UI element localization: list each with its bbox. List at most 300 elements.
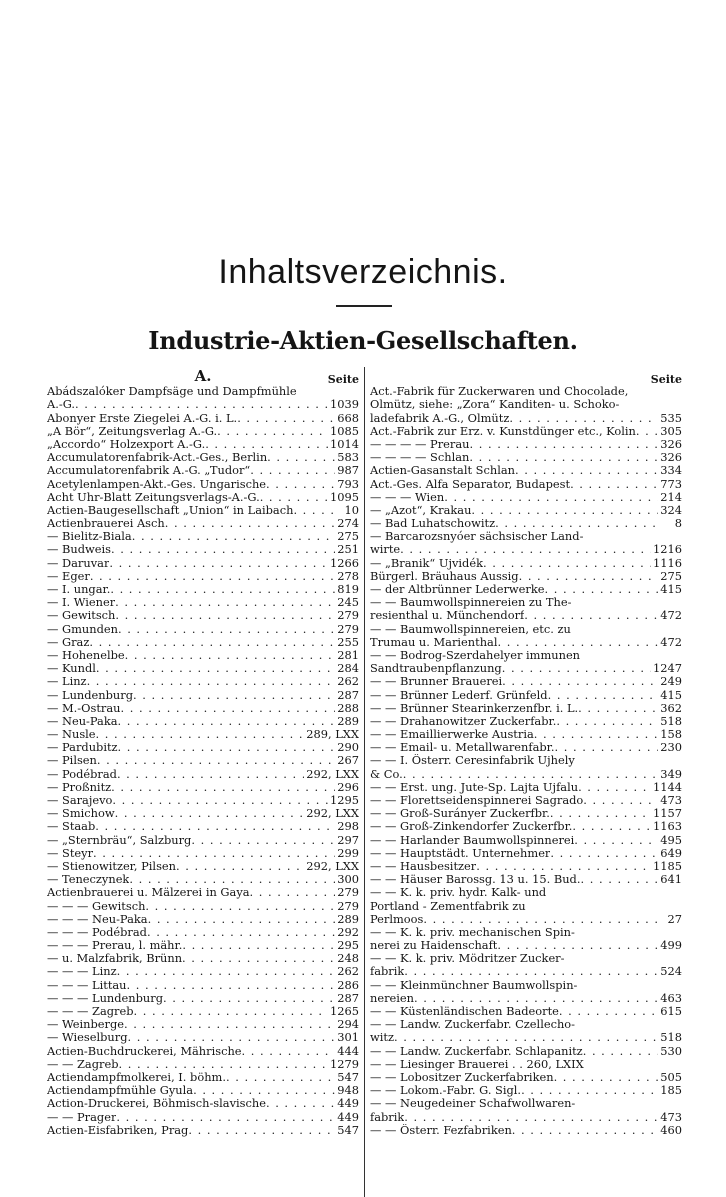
dot-leader xyxy=(188,1124,335,1137)
right-column-header xyxy=(370,372,682,385)
toc-entry xyxy=(370,834,682,847)
toc-entry xyxy=(370,438,682,451)
entry-text: Abádszalóker Dampfsäge und Dampfmühle xyxy=(47,385,297,399)
entry-text: — — — Linz xyxy=(47,965,117,979)
entry-page: 278 xyxy=(337,569,359,583)
dot-leader xyxy=(580,873,658,886)
dot-leader xyxy=(519,570,658,583)
entry-text: — — Häuser Barossg. 13 u. 15. Bud. xyxy=(370,873,581,887)
toc-entry xyxy=(47,913,359,926)
toc-entry xyxy=(370,675,682,688)
entry-page: 248 xyxy=(337,952,359,966)
entry-page: 279 xyxy=(337,622,359,636)
dot-leader xyxy=(559,1005,658,1018)
entry-page: 294 xyxy=(337,1018,359,1032)
entry-page: 518 xyxy=(660,1031,682,1045)
entry-page xyxy=(658,530,682,543)
entry-page: 292, LXX xyxy=(306,767,359,781)
entry-text: Abonyer Erste Ziegelei A.-G. i. L. xyxy=(47,411,238,425)
entry-page: 641 xyxy=(660,873,682,887)
dot-leader xyxy=(115,609,335,622)
toc-entry xyxy=(47,992,359,1005)
entry-page: 1163 xyxy=(653,820,682,834)
toc-entry xyxy=(47,398,359,411)
toc-entry xyxy=(47,1045,359,1058)
entry-text: — — — Prerau, l. mähr. xyxy=(47,939,183,953)
entry-page xyxy=(658,979,682,992)
entry-page: 530 xyxy=(660,1044,682,1058)
dot-leader xyxy=(423,913,658,926)
dot-leader xyxy=(580,649,658,662)
entry-page: 275 xyxy=(660,569,682,583)
dot-leader xyxy=(115,596,335,609)
toc-entry xyxy=(370,886,682,899)
dot-leader xyxy=(575,1097,658,1110)
dot-leader xyxy=(165,517,335,530)
entry-text: — — Erst. ung. Jute-Sp. Lajta Ujfalu xyxy=(370,780,579,794)
entry-page: 305 xyxy=(660,424,682,438)
entry-page: 326 xyxy=(660,451,682,465)
dot-leader xyxy=(128,1031,336,1044)
entry-text: fabrik xyxy=(370,1110,405,1124)
dot-leader xyxy=(404,1111,658,1124)
dot-leader xyxy=(90,570,335,583)
toc-entry xyxy=(47,886,359,899)
entry-page: 948 xyxy=(337,1084,359,1098)
toc-entry xyxy=(47,834,359,847)
entry-text: Actien-Baugesellschaft „Union“ in Laibach xyxy=(47,503,294,517)
entry-text: — I. Wiener xyxy=(47,596,116,610)
entry-text: Perlmoos xyxy=(370,912,424,926)
entry-page xyxy=(658,1097,682,1110)
dot-leader xyxy=(574,834,658,847)
toc-entry xyxy=(370,754,682,767)
toc-entry xyxy=(47,478,359,491)
dot-leader xyxy=(182,952,335,965)
dot-leader xyxy=(118,623,335,636)
toc-entry xyxy=(47,385,359,398)
dot-leader xyxy=(550,847,658,860)
dot-leader xyxy=(404,965,658,978)
toc-entry xyxy=(47,873,359,886)
toc-entry xyxy=(370,1031,682,1044)
entry-page: 245 xyxy=(337,596,359,610)
entry-text: nereien xyxy=(370,991,414,1005)
toc-entry xyxy=(47,847,359,860)
entry-text: — — Lokom.-Fabr. G. Sigl. xyxy=(370,1084,522,1098)
entry-page: 287 xyxy=(337,991,359,1005)
entry-page: 1039 xyxy=(330,398,359,412)
entry-page: 185 xyxy=(660,1084,682,1098)
dot-leader xyxy=(577,979,658,992)
toc-entry xyxy=(47,530,359,543)
entry-text: nerei zu Haidenschaft xyxy=(370,939,498,953)
toc-entry xyxy=(370,702,682,715)
dot-leader xyxy=(293,504,335,517)
dot-leader xyxy=(534,728,658,741)
toc-entry xyxy=(370,491,682,504)
dot-leader xyxy=(497,636,658,649)
entry-text: Actien-Buchdruckerei, Mährische xyxy=(47,1044,242,1058)
toc-entry xyxy=(47,1031,359,1044)
dot-leader xyxy=(515,464,658,477)
entry-page: 251 xyxy=(337,543,359,557)
entry-page xyxy=(658,623,682,636)
dot-leader xyxy=(118,715,335,728)
entry-text: — — Groß-Surányer Zuckerfbr. xyxy=(370,807,550,821)
entry-page: 301 xyxy=(337,1031,359,1045)
entry-page: 297 xyxy=(337,833,359,847)
entry-page: 449 xyxy=(337,1097,359,1111)
toc-entry xyxy=(370,741,682,754)
entry-page xyxy=(658,1058,682,1071)
toc-entry xyxy=(47,965,359,978)
entry-text: — — Harlander Baumwollspinnerei xyxy=(370,833,575,847)
dot-leader xyxy=(512,1124,658,1137)
dot-leader xyxy=(237,412,335,425)
dot-leader xyxy=(526,900,658,913)
entry-text: — Staab xyxy=(47,820,96,834)
entry-text: — Eger xyxy=(47,569,90,583)
dot-leader xyxy=(556,715,658,728)
dot-leader xyxy=(111,543,335,556)
entry-text: — u. Malzfabrik, Brünn xyxy=(47,952,183,966)
entry-page: 324 xyxy=(660,503,682,517)
entry-page: 524 xyxy=(660,965,682,979)
entry-page: 249 xyxy=(660,675,682,689)
entry-text: ladefabrik A.-G., Olmütz xyxy=(370,411,510,425)
toc-entry xyxy=(47,952,359,965)
entry-page: 300 xyxy=(337,873,359,887)
entry-text: — — — Wien xyxy=(370,490,445,504)
entry-page: 267 xyxy=(337,754,359,768)
entry-text: — — Hausbesitzer xyxy=(370,859,477,873)
left-column-header xyxy=(47,367,359,386)
entry-text: — „Sternbräu“, Salzburg xyxy=(47,833,192,847)
dot-leader xyxy=(182,939,335,952)
toc-entry xyxy=(370,979,682,992)
toc-entry xyxy=(370,715,682,728)
entry-text: Portland - Zementfabrik zu xyxy=(370,899,526,913)
toc-entry xyxy=(370,1071,682,1084)
entry-page: 449 xyxy=(337,1110,359,1124)
entry-text: — „Branik“ Ujvidék xyxy=(370,556,483,570)
entry-page: 1185 xyxy=(653,859,682,873)
toc-entry xyxy=(370,1045,682,1058)
toc-entry xyxy=(47,517,359,530)
entry-page: 281 xyxy=(337,648,359,662)
toc-entry xyxy=(370,728,682,741)
entry-page: 158 xyxy=(660,728,682,742)
toc-entry xyxy=(370,1097,682,1110)
toc-entry xyxy=(370,425,682,438)
dot-leader xyxy=(550,807,651,820)
entry-text: — — Drahanowitzer Zuckerfabr. xyxy=(370,714,557,728)
entry-text: — — Brünner Stearinkerzenfbr. i. L. xyxy=(370,701,579,715)
entry-page xyxy=(658,754,682,767)
entry-page: 279 xyxy=(337,886,359,900)
entry-page: 415 xyxy=(660,688,682,702)
section-letter: A. xyxy=(194,367,212,385)
toc-entry xyxy=(47,1111,359,1124)
entry-text: — Pardubitz xyxy=(47,741,118,755)
dot-leader xyxy=(548,689,658,702)
entry-text: Actienbrauerei Asch xyxy=(47,517,165,531)
entry-text: Bürgerl. Bräuhaus Aussig xyxy=(370,569,519,583)
toc-entry xyxy=(47,926,359,939)
entry-text: — — Prager xyxy=(47,1110,117,1124)
toc-entry xyxy=(47,543,359,556)
entry-page: 296 xyxy=(337,780,359,794)
entry-page: 1247 xyxy=(653,662,682,676)
dot-leader xyxy=(145,900,335,913)
entry-page: 274 xyxy=(337,517,359,531)
dot-leader xyxy=(583,1045,658,1058)
entry-page xyxy=(658,398,682,411)
entry-text: — — Landw. Zuckerfabr. Schlapanitz xyxy=(370,1044,583,1058)
toc-entry xyxy=(47,715,359,728)
toc-entry xyxy=(370,926,682,939)
entry-text: — — K. k. priv. mechanischen Spin- xyxy=(370,925,575,939)
toc-entry xyxy=(370,1124,682,1137)
toc-entry xyxy=(47,768,359,781)
entry-text: — — Landw. Zuckerfabr. Czellecho- xyxy=(370,1018,576,1032)
toc-entry xyxy=(47,781,359,794)
entry-page: 1265 xyxy=(330,1005,359,1018)
toc-entry xyxy=(370,820,682,833)
entry-text: — Weinberge xyxy=(47,1018,125,1032)
entry-text: — Linz xyxy=(47,675,87,689)
entry-page xyxy=(658,952,682,965)
toc-entry xyxy=(47,728,359,741)
entry-page: 275 xyxy=(337,530,359,544)
dot-leader xyxy=(469,451,658,464)
dot-leader xyxy=(96,728,305,741)
entry-text: — Teneczynek xyxy=(47,873,130,887)
entry-text: — — K. k. priv. hydr. Kalk- und xyxy=(370,886,547,900)
entry-page: 299 xyxy=(337,846,359,860)
entry-text: — — K. k. priv. Mödritzer Zucker- xyxy=(370,952,565,966)
entry-text: „Accordo“ Holzexport A.-G. xyxy=(47,437,206,451)
dot-leader xyxy=(583,530,658,543)
dot-leader xyxy=(619,398,658,411)
dot-leader xyxy=(578,702,658,715)
toc-entry xyxy=(370,794,682,807)
dot-leader xyxy=(575,1018,658,1031)
entry-text: Action-Druckerei, Böhmisch-slavische xyxy=(47,1097,266,1111)
entry-text: Actiendampfmühle Gyula xyxy=(47,1084,194,1098)
toc-entry xyxy=(47,702,359,715)
toc-entry xyxy=(370,385,682,398)
entry-text: — — Liesinger Brauerei . . 260, LXIX xyxy=(370,1057,584,1071)
toc-entry xyxy=(370,451,682,464)
toc-entry xyxy=(370,623,682,636)
entry-page: 444 xyxy=(337,1044,359,1058)
toc-entry xyxy=(47,649,359,662)
dot-leader xyxy=(129,873,335,886)
page-column-label: Seite xyxy=(327,373,359,386)
dot-leader xyxy=(584,1058,658,1071)
dot-leader xyxy=(546,886,658,899)
dot-leader xyxy=(394,1031,658,1044)
entry-text: — — Baumwollspinnereien zu The- xyxy=(370,596,572,610)
toc-entry xyxy=(47,741,359,754)
dot-leader xyxy=(628,385,658,398)
dot-leader xyxy=(509,412,658,425)
right-column xyxy=(370,372,682,1137)
dot-leader xyxy=(115,807,305,820)
dot-leader xyxy=(193,1084,335,1097)
toc-entry xyxy=(47,1071,359,1084)
entry-text: — — Bodrog-Szerdahelyer immunen xyxy=(370,648,581,662)
entry-page: 255 xyxy=(337,635,359,649)
dot-leader xyxy=(266,1097,335,1110)
entry-page: 326 xyxy=(660,437,682,451)
entry-page: 292, LXX xyxy=(306,859,359,873)
entry-page xyxy=(658,886,682,899)
entry-text: — — — Gewitsch xyxy=(47,899,146,913)
toc-entry xyxy=(370,412,682,425)
entry-text: Olmütz, siehe: „Zora“ Kanditen- u. Schoko- xyxy=(370,398,620,412)
entry-text: Actien-Eisfabriken, Prag xyxy=(47,1123,189,1137)
entry-text: — — Österr. Fezfabriken xyxy=(370,1123,512,1137)
left-entries xyxy=(47,385,359,1137)
entry-text: — Proßnitz xyxy=(47,780,112,794)
entry-text: — — Neugedeiner Schafwollwaren- xyxy=(370,1097,576,1111)
entry-text: witz xyxy=(370,1031,394,1045)
entry-page: 289 xyxy=(337,714,359,728)
toc-entry xyxy=(47,1097,359,1110)
dot-leader xyxy=(495,517,658,530)
dot-leader xyxy=(403,768,658,781)
dot-leader xyxy=(205,438,328,451)
dot-leader xyxy=(570,478,658,491)
dot-leader xyxy=(89,636,335,649)
entry-text: resienthal u. Münchendorf xyxy=(370,609,525,623)
dot-leader xyxy=(483,557,651,570)
toc-entry xyxy=(47,504,359,517)
dot-leader xyxy=(250,464,335,477)
title-rule xyxy=(336,305,392,307)
entry-page: 1144 xyxy=(653,780,682,794)
entry-text: — Sarajevo xyxy=(47,794,113,807)
toc-entry xyxy=(370,900,682,913)
entry-page xyxy=(658,1018,682,1031)
entry-page: 334 xyxy=(660,464,682,478)
dot-leader xyxy=(444,491,658,504)
dot-leader xyxy=(163,992,335,1005)
toc-entry xyxy=(47,979,359,992)
entry-text: Act.-Fabrik zur Erz. v. Kunstdünger etc., Kolin xyxy=(370,424,636,438)
toc-entry xyxy=(370,583,682,596)
entry-text: — der Altbrünner Lederwerke xyxy=(370,583,545,596)
dot-leader xyxy=(109,557,328,570)
toc-entry xyxy=(370,873,682,886)
toc-entry xyxy=(47,596,359,609)
entry-page xyxy=(658,649,682,662)
entry-text: — Kundl xyxy=(47,662,96,676)
dot-leader xyxy=(87,675,335,688)
toc-entry xyxy=(370,543,682,556)
toc-entry xyxy=(47,1018,359,1031)
dot-leader xyxy=(133,689,335,702)
toc-entry xyxy=(370,636,682,649)
entry-text: — — — Zagreb xyxy=(47,1005,134,1018)
toc-entry xyxy=(370,781,682,794)
entry-page: 649 xyxy=(660,846,682,860)
toc-entry xyxy=(370,992,682,1005)
entry-text: Actien-Gasanstalt Schlan xyxy=(370,464,515,478)
entry-page: 615 xyxy=(660,1005,682,1018)
entry-text: — „Azot“, Krakau xyxy=(370,503,472,517)
toc-entry xyxy=(47,900,359,913)
entry-page: 295 xyxy=(337,939,359,953)
entry-page: 262 xyxy=(337,675,359,689)
toc-entry xyxy=(370,557,682,570)
entry-page: 289 xyxy=(337,912,359,926)
dot-leader xyxy=(469,438,658,451)
toc-entry xyxy=(47,557,359,570)
entry-page: 773 xyxy=(660,477,682,491)
toc-entry xyxy=(47,662,359,675)
entry-text: — — Küstenländischen Badeorte xyxy=(370,1005,559,1018)
dot-leader xyxy=(571,596,658,609)
toc-entry xyxy=(370,1111,682,1124)
entry-text: — — — Podébrad xyxy=(47,925,147,939)
entry-page: 472 xyxy=(660,635,682,649)
dot-leader xyxy=(118,741,335,754)
dot-leader xyxy=(267,451,335,464)
right-entries xyxy=(370,385,682,1137)
entry-page: 230 xyxy=(660,741,682,755)
toc-entry xyxy=(47,425,359,438)
entry-page: 473 xyxy=(660,1110,682,1124)
dot-leader xyxy=(191,834,335,847)
entry-page: 288 xyxy=(337,701,359,715)
entry-page: 505 xyxy=(660,1070,682,1084)
entry-text: Accumulatorenfabrik-Act.-Ges., Berlin xyxy=(47,451,268,465)
dot-leader xyxy=(111,781,335,794)
toc-entry xyxy=(47,583,359,596)
dot-leader xyxy=(297,385,335,398)
entry-page: 547 xyxy=(337,1070,359,1084)
entry-text: — Hohenelbe xyxy=(47,648,125,662)
entry-page: 499 xyxy=(660,939,682,953)
entry-text: — Nusle xyxy=(47,728,96,742)
dot-leader xyxy=(134,1005,328,1018)
toc-entry xyxy=(370,504,682,517)
toc-entry xyxy=(47,636,359,649)
entry-text: Act.-Ges. Alfa Separator, Budapest xyxy=(370,477,571,491)
entry-page: 1216 xyxy=(653,543,682,557)
toc-entry xyxy=(47,1084,359,1097)
toc-entry xyxy=(47,412,359,425)
toc-entry xyxy=(47,570,359,583)
entry-page: 1295 xyxy=(330,794,359,807)
dot-leader xyxy=(120,702,335,715)
toc-entry xyxy=(370,807,682,820)
entry-text: Acht Uhr-Blatt Zeitungsverlags-A.-G. xyxy=(47,490,260,504)
entry-text: — I. ungar. xyxy=(47,583,111,596)
entry-page: 1095 xyxy=(330,490,359,504)
dot-leader xyxy=(572,820,651,833)
entry-page: 284 xyxy=(337,662,359,676)
toc-entry xyxy=(370,965,682,978)
entry-text: — Budweis xyxy=(47,543,111,557)
dot-leader xyxy=(242,1045,335,1058)
dot-leader xyxy=(266,478,335,491)
entry-page: 279 xyxy=(337,899,359,913)
